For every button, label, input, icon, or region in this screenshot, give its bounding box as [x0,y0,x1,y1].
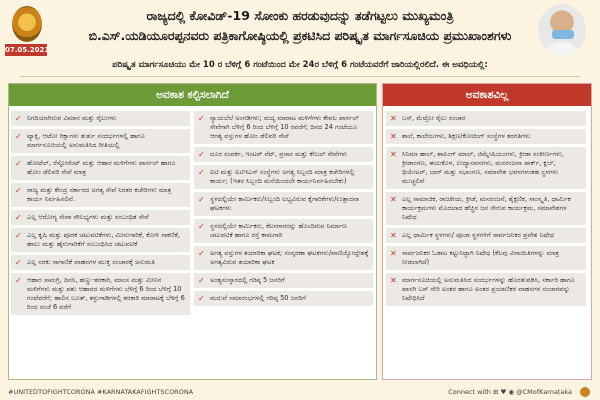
allowed-item: ✓ ಐಟಿ ಮತ್ತು ಐಟಿಇಎಸ್ ಸಂಸ್ಥೆಗಳು ಅಗತ್ಯ ಸಿಬ್ಬಂದಿ ಮಾತ್ರ ಕಚೇರಿಗಳಲ್ಲಿ ಕಾರ್ಯ; (ಇತರ ಸಿಬ್ಬಂದಿ ಮನೆಯಿಂದಲೇ ಕಾರ್ಯನಿರ್ವಹಿಸಬೇಕು) [194,165,373,189]
not-allowed-item: ✕ ಶಾಲೆ, ಕಾಲೇಜುಗಳು, ಶಿಕ್ಷಣ/ಕೋಚಿಂಗ್ ಸಂಸ್ಥೆಗಳ ತರಗತಿಗಳು [386,129,586,144]
allowed-item: ✓ ಅಂತ್ಯಸಂಸ್ಕಾರದಲ್ಲಿ ಗರಿಷ್ಠ 5 ಜನರಿಗೆ [194,273,373,288]
state-emblem-icon [12,6,42,42]
allowed-item: ✓ ಮದುವೆ ಸಮಾರಂಭಗಳಲ್ಲಿ ಗರಿಷ್ಠ 50 ಜನರಿಗೆ [194,291,373,306]
check-icon: ✓ [198,222,205,231]
check-icon: ✓ [198,150,205,159]
allowed-item: ✓ ನ್ಯಾಯಬೆಲೆ ಅಂಗಡಿಗಳು; ಮದ್ಯ ಮಾರಾಟ ಮಳಿಗೆಗಳು ಕೇವಲ ಪಾರ್ಸಲ್ ಸೇವೆಗಾಗಿ ಬೆಳಿಗ್ಗೆ 6 ರಿಂದ ಬೆಳಿಗ್ಗೆ 10 ರವರೆಗೆ; ದಿನದ 24 ಗಂಟೆಯೂ ಆಗತ್ಯ ವಸ್ತುಗಳ ಹೋಂ ಡೆಲಿವರಿ ಸೇವೆ [194,111,373,144]
not-allowed-item: ✕ ಸಾರ್ವಜನಿಕರ ಓಡಾಟ ಕಟ್ಟುನಿಟ್ಟಾಗಿ ನಿಷೇಧ (ಕೆಲವು ವಿನಾಯಿತಿಗಳನ್ನು ಮಾತ್ರ ನೀಡಲಾಗಿದೆ) [386,246,586,270]
allowed-item: ✓ ನಿಗದಿಯಾಗಿರುವ ವಿಮಾನ ಮತ್ತು ರೈಲುಗಳು [11,111,190,126]
allowed-item: ✓ ದೂರ ಸಂಪರ್ಕ, ಇಂಟರ್ ನೆಟ್, ಪ್ರಸಾರ ಮತ್ತು ಕೇಬಲ್ ಸೇವೆಗಳು [194,147,373,162]
hashtags: #UNITEDTOFIGHTCORONA #KARNATAKAFIGHTSCORONA [8,388,194,396]
allowed-heading: ಅವಕಾಶ ಕಲ್ಪಿಸಲಾಗಿದೆ [9,84,376,106]
not-allowed-item: ✕ ಮಾರ್ಗಸೂಚಿಯಲ್ಲಿ ಅನುಮತಿಸಿದ ಸಂದರ್ಭಗಳನ್ನು ಹೊರತುಪಡಿಸಿ, ಸರ್ಕಾರಿ ಹಾಗೂ ಖಾಸಗಿ ಬಸ್ ಸೇರಿ ಅಂತರ ಹಾಗೂ ಅಂತರ ಪ್ರಯಾಣಿಕರ ವಾಹನಗಳ ಸಂಚಾರವನ್ನು ನಿಷೇಧಿಸಿದೆ [386,273,586,306]
allowed-item: ✓ ಎಲ್ಲ ಸರಕು ಸಾಗಾಣಿಕೆ ವಾಹನಗಳ ಮುಕ್ತ ಸಂಚಾರಕ್ಕೆ ಅನುಮತಿ [11,255,190,270]
subtitle: ಪರಿಷ್ಕೃತ ಮಾರ್ಗಸೂಚಿಯು ಮೇ 10 ರ ಬೆಳಿಗ್ಗೆ 6 ಗಂಟೆಯಿಂದ ಮೇ 24ರ ಬೆಳಿಗ್ಗೆ 6 ಗಂಟೆಯವರೆಗೆ ಜಾರಿಯಲ್ಲಿರಲಿದೆ. ಈ ಅವಧಿಯಲ್ಲಿ: [20,60,580,77]
title-line-2: ಬಿ.ಎಸ್.ಯಡಿಯೂರಪ್ಪನವರು ಪತ್ರಿಕಾಗೋಷ್ಠಿಯಲ್ಲಿ ಪ್ರಕಟಿಸಿದ ಪರಿಷ್ಕೃತ ಮಾರ್ಗಸೂಚಿಯ ಪ್ರಮುಖಾಂಶಗಳು [88,28,512,43]
check-icon: ✓ [15,159,22,168]
not-allowed-heading: ಅವಕಾಶವಿಲ್ಲ [383,84,591,106]
allowed-item: ✓ ಸ್ಥಳದಲ್ಲಿಯೇ ಕಾರ್ಮಿಕರು/ಸಿಬ್ಬಂದಿ ಲಭ್ಯವಿರುವ ಕೈಗಾರಿಕೆಗಳು/ಉತ್ಪಾದನಾ ಘಟಕಗಳು [194,192,373,216]
not-allowed-item: ✕ ಬಸ್, ಮೆಟ್ರೋ ರೈಲು ಸಂಚಾರ [386,111,586,126]
check-icon: ✓ [15,213,22,222]
cross-icon: ✕ [390,276,397,285]
allowed-panel [8,83,377,380]
social-handle[interactable]: Connect with ⊞ ♥ ◉ @CMofKarnataka [448,388,572,396]
allowed-item: ✓ ಟ್ಯಾಕ್ಸಿ, ಆಟೋ ರಿಕ್ಷಾಗಳು ತುರ್ತು ಸಂದರ್ಭಗಳಲ್ಲಿ ಹಾಗೂ ಮಾರ್ಗಸೂಚಿಯಲ್ಲಿ ಅನುಮತಿಸಿದ ರೀತಿಯಲ್ಲಿ [11,129,190,153]
allowed-item: ✓ ಅಗತ್ಯ ವಸ್ತುಗಳ ತಯಾರಿಕಾ ಘಟಕ; ಸಂಸ್ಕರಣಾ ಘಟಕಗಳು/ವಾಣಿಜ್ಯೋದ್ದೇಶಕ್ಕೆ ಅಗತ್ಯವಿರುವ ತಯಾರಿಕಾ ಘಟಕ [194,246,373,270]
cross-icon: ✕ [390,114,397,123]
date-badge: 07.05.2021 [5,46,50,54]
allowed-item: ✓ ಎಲ್ಲ ಆರೋಗ್ಯ ಸೇವಾ ಸೌಲಭ್ಯಗಳು ಮತ್ತು ಸಂಬಂಧಿತ ಸೇವೆ [11,210,190,225]
karnataka-emblem-icon [578,386,592,398]
allowed-item: ✓ ಆಹಾರ ಸಾಮಗ್ರಿ, ದಿನಸಿ, ಹಣ್ಣು-ತರಕಾರಿ, ಮಾಂಸ ಮತ್ತು ಮೀನಿನ ಮಳಿಗೆಗಳು ಮತ್ತು ಪಶು ಆಹಾರದ ಮಳಿಗೆಗಳು ಬೆಳಿಗ್ಗೆ 6 ರಿಂದ ಬೆಳಿಗ್ಗೆ 10 ಗಂಟೆವರೆಗೆ; ಹಾಲಿನ ಬೂತ್, ತಳ್ಳುಗಾಡಿಗಳಲ್ಲಿ ತರಕಾರಿ ಮಾರಾಟಕ್ಕೆ ಬೆಳಿಗ್ಗೆ 6 ರಿಂದ ಸಂಜೆ 6 ವರೆಗೆ [11,273,190,315]
not-allowed-panel [382,83,592,380]
footer [0,384,600,400]
check-icon: ✓ [198,195,205,204]
allowed-item: ✓ ರಾಜ್ಯ ಮತ್ತು ಕೇಂದ್ರ ಸರ್ಕಾರದ ಅಗತ್ಯ ಸೇವೆ ನಿರತರ ಕಚೇರಿಗಳು ಮಾತ್ರ ಕಾರ್ಯ ನಿರ್ವಹಿಸಲಿವೆ. [11,183,190,207]
allowed-item: ✓ ಎಲ್ಲ ಕೃಷಿ ಮತ್ತು ಪೂರಕ ಚಟುವಟಿಕೆಗಳು, ಮೀನುಗಾರಿಕೆ, ಕೋಳಿ ಸಾಕಣಿಕೆ, ಹಾಲು ಮತ್ತು ಹೈನುಗಾರಿಕೆಗೆ ಸಂಬಂಧಿಸಿದ ಚಟುವಟಿಕೆ [11,228,190,252]
allowed-item: ✓ ಸ್ಥಳದಲ್ಲಿಯೇ ಕಾರ್ಮಿಕರು, ಕೆಲಸಗಾರರನ್ನು ಹೊಂದಿರುವ ನಿರ್ಮಾಣ ಚಟುವಟಿಕೆ ಹಾಗೂ ರಸ್ತೆ ಕಾಮಗಾರಿ [194,219,373,243]
chief-minister-portrait [538,4,586,56]
check-icon: ✓ [15,258,22,267]
cross-icon: ✕ [390,150,397,159]
cross-icon: ✕ [390,195,397,204]
check-icon: ✓ [15,231,22,240]
check-icon: ✓ [198,276,205,285]
allowed-item: ✓ ಹೋಟೆಲ್, ರೆಸ್ಟೋರೆಂಟ್ ಮತ್ತು ಆಹಾರ ಮಳಿಗೆಗಳು ಪಾರ್ಸಲ್ ಹಾಗೂ ಹೋಂ ಡೆಲಿವರಿ ಸೇವೆ ಮಾತ್ರ [11,156,190,180]
not-allowed-item: ✕ ಸಿನಿಮಾ ಹಾಲ್, ಶಾಪಿಂಗ್ ಮಾಲ್, ಜಿಮ್ನೇಷಿಯಂಗಳು, ಕ್ರೀಡಾ ಸಂಕೀರ್ಣಗಳು, ಕ್ರೀಡಾಂಗಣ, ಈಜುಕೊಳ, ಉದ್ಯಾನವನಗಳು, ಮನರಂಜನಾ ಪಾರ್ಕ್, ಕ್ಲಬ್, ಥಿಯೇಟರ್, ಬಾರ್ ಮತ್ತು ಸಭಾಂಗಣ, ಸಮಾವೇಶ ಭವನಗಳಂತಹ ಸ್ಥಳಗಳು ಮುಚ್ಚಲಿವೆ [386,147,586,189]
check-icon: ✓ [198,294,205,303]
check-icon: ✓ [198,249,205,258]
allowed-column-1 [11,108,190,318]
not-allowed-item: ✕ ಎಲ್ಲ ಸಾಮಾಜಿಕ, ರಾಜಕೀಯ, ಕ್ರೀಡೆ, ಮನರಂಜನೆ, ಶೈಕ್ಷಣಿಕ, ಸಾಂಸ್ಕೃತಿ, ಧಾರ್ಮಿಕ ಕಾರ್ಯಕ್ರಮಗಳು ಮೊದಲಾದ ಹೆಚ್ಚಿನ ಜನ ಸೇರುವ ಕಾರ್ಯಕ್ರಮ, ಸಮಾವೇಶಗಳ ನಿಷೇಧ [386,192,586,225]
allowed-column-2 [194,108,373,309]
check-icon: ✓ [15,186,22,195]
header [0,0,600,62]
check-icon: ✓ [15,276,22,285]
cross-icon: ✕ [390,249,397,258]
check-icon: ✓ [198,114,205,123]
face-mask-icon [552,30,574,39]
not-allowed-item: ✕ ಎಲ್ಲ ಧಾರ್ಮಿಕ ಸ್ಥಳಗಳು/ ಪೂಜಾ ಸ್ಥಳಗಳಿಗೆ ಸಾರ್ವಜನಿಕರ ಪ್ರವೇಶ ನಿಷೇಧ [386,228,586,243]
check-icon: ✓ [15,114,22,123]
check-icon: ✓ [15,132,22,141]
cross-icon: ✕ [390,231,397,240]
cross-icon: ✕ [390,132,397,141]
title-line-1: ರಾಜ್ಯದಲ್ಲಿ ಕೋವಿಡ್-19 ಸೋಂಕು ಹರಡುವುದನ್ನು ತಡೆಗಟ್ಟಲು ಮುಖ್ಯಮಂತ್ರಿ [146,8,454,23]
not-allowed-list [386,108,586,309]
check-icon: ✓ [198,168,205,177]
